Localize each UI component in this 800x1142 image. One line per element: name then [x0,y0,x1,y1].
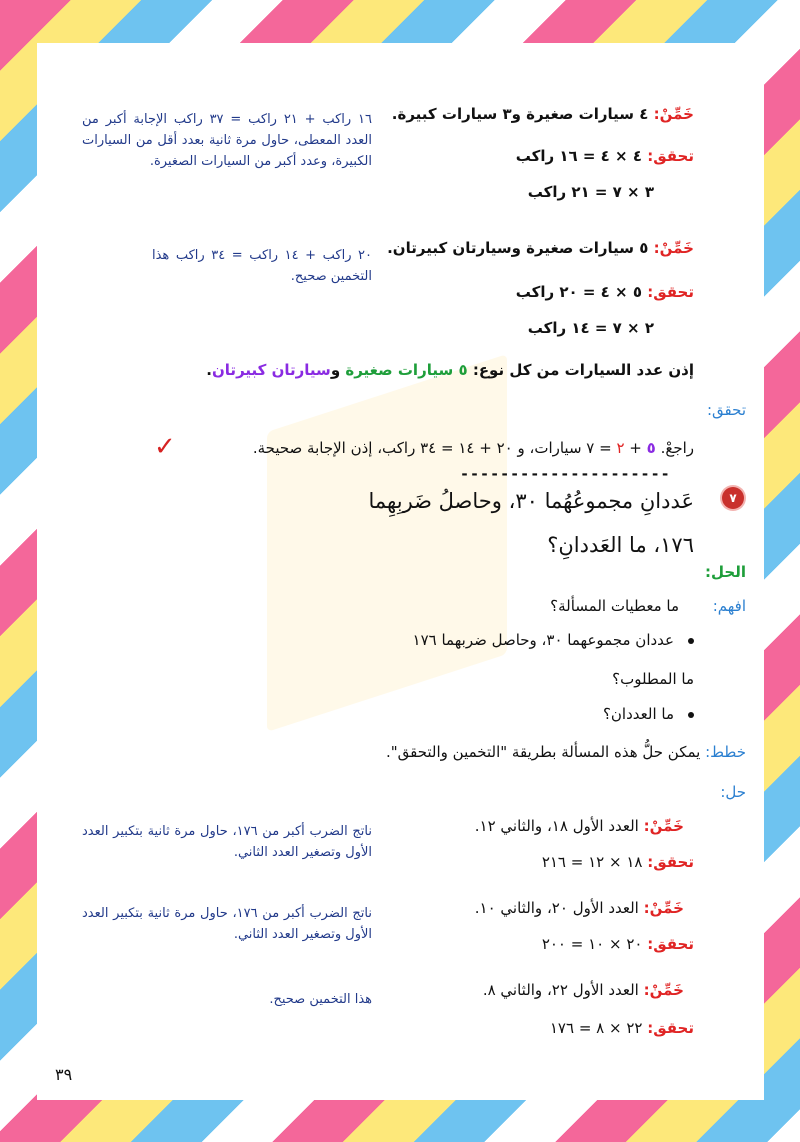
guess-text: العدد الأول ١٨، والثاني ١٢. [474,817,644,835]
check-text: ٢ × ٧ = ١٤ راكب [527,319,654,337]
conclusion [206,361,694,379]
review-plus: + [624,439,647,457]
bullet-text: عددان مجموعهما ٣٠، وحاصل ضربهما ١٧٦ [412,631,674,649]
conclusion-and: و [330,361,346,379]
check-text: ٥ × ٤ = ٢٠ راكب [515,283,648,301]
understand-bullet-2 [603,705,694,723]
guess-text: ٤ سيارات صغيرة و٣ سيارات كبيرة. [391,105,654,123]
understand-q2: ما المطلوب؟ [612,670,694,688]
plan-text: يمكن حلُّ هذه المسألة بطريقة "التخمين والتحقق". [385,743,701,761]
problem-number-badge: ٧ [722,487,744,509]
guess-line-p2-3 [483,981,684,999]
guess-line-p2-2 [475,899,684,917]
conclusion-small: ٥ سيارات صغيرة [345,361,468,379]
guess-text: ٥ سيارات صغيرة وسيارتان كبيرتان. [387,239,654,257]
divider: --------------------- [460,465,671,483]
guess-text: العدد الأول ٢٢، والثاني ٨. [482,981,644,999]
checkmark-icon: ✓ [154,432,176,462]
understand-bullet-1 [413,631,694,649]
guess-text: العدد الأول ٢٠، والثاني ١٠. [474,899,644,917]
guess-label: خَمِّنْ: [653,239,694,257]
guess-line-2 [387,239,694,257]
review-line [253,439,694,457]
check-text: ٢٢ × ٨ = ١٧٦ [549,1019,648,1037]
page-number: ٣٩ [55,1065,73,1084]
bullet-icon [688,712,694,718]
guess-label: خَمِّنْ: [653,105,694,123]
check-text: ٤ × ٤ = ١٦ راكب [515,147,648,165]
understand-label: افهم: [712,597,746,615]
check-label: تحقق: [647,935,694,953]
guess-line-p2-1 [475,817,684,835]
check-label: تحقق: [647,283,694,301]
check-text: ١٨ × ١٢ = ٢١٦ [541,853,648,871]
check-text: ٢٠ × ١٠ = ٢٠٠ [541,935,648,953]
bullet-text: ما العددان؟ [602,705,674,723]
page [37,43,764,1100]
plan-label: خطط: [705,743,746,761]
check-line-p2-2 [542,935,694,953]
guess-line-1 [392,105,694,123]
note-1: ١٦ راكب + ٢١ راكب = ٣٧ راكب الإجابة أكبر من العدد المعطى، حاول مرة ثانية بعدد أقل من السيارات الكبيرة، وعدد أكبر من السيارات الصغيرة. [82,112,373,169]
check-line-2a [516,283,694,301]
note-p2-2: ناتج الضرب أكبر من ١٧٦، حاول مرة ثانية بتكبير العدد الأول وتصغير العدد الثاني. [82,906,372,942]
check-line-2b [528,319,654,337]
note-2: ٢٠ راكب + ١٤ راكب = ٣٤ راكب هذا التخمين صحيح. [152,248,373,284]
check-text: ٣ × ٧ = ٢١ راكب [527,183,654,201]
check-line-1a [516,147,694,165]
guess-label: خَمِّنْ: [643,981,684,999]
understand-q1: ما معطيات المسألة؟ [550,597,679,615]
guess-label: خَمِّنْ: [643,899,684,917]
guess-label: خَمِّنْ: [643,817,684,835]
solution-label: الحل: [705,563,746,581]
conclusion-prefix: إذن عدد السيارات من كل نوع: [467,361,694,379]
solve-label: حل: [720,783,746,801]
problem-line-2: ١٧٦، ما العَددانِ؟ [547,533,694,557]
review-2: ٢ [616,439,625,457]
check-label: تحقق: [647,147,694,165]
check-label: تحقق: [647,1019,694,1037]
note-p2-3: هذا التخمين صحيح. [269,992,372,1007]
review-rest: = ٧ سيارات، و ٢٠ + ١٤ = ٣٤ راكب، إذن الإجابة صحيحة. [252,439,617,457]
review-5: ٥ [646,439,656,457]
check-line-p2-3 [550,1019,694,1037]
bullet-icon [688,638,694,644]
check-line-1b [528,183,654,201]
plan-line [386,743,746,761]
conclusion-big: سيارتان كبيرتان [212,361,331,379]
problem-line-1: عَددانِ مجموعُهُما ٣٠، وحاصلُ ضَربِهِما [368,489,694,513]
review-prefix: راجعْ. [655,439,694,457]
conclusion-end: . [206,361,212,379]
review-label: تحقق: [706,401,746,419]
check-line-p2-1 [542,853,694,871]
note-p2-1: ناتج الضرب أكبر من ١٧٦، حاول مرة ثانية بتكبير العدد الأول وتصغير العدد الثاني. [82,824,372,860]
watermark [267,354,507,732]
check-label: تحقق: [647,853,694,871]
